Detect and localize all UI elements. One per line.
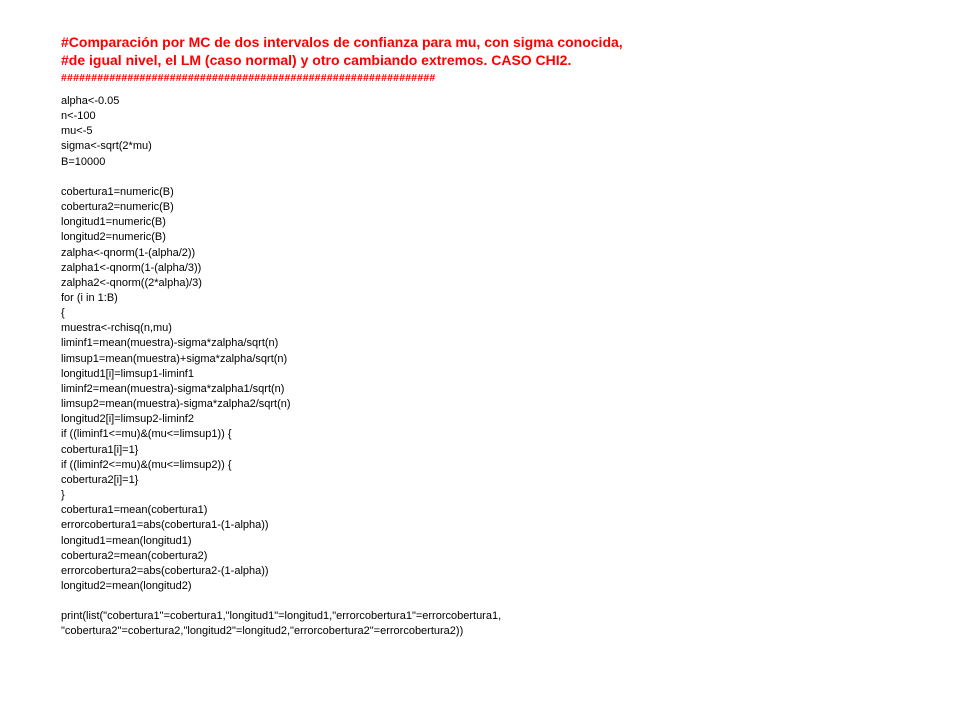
code-line: "cobertura2"=cobertura2,"longitud2"=longitud2,"errorcobertura2"=errorcobertura2)) [61,625,464,638]
code-line: mu<-5 [61,125,93,138]
code-line: for (i in 1:B) [61,292,118,305]
blank-line [61,594,941,609]
comment-heading-line: #de igual nivel, el LM (caso normal) y otro cambiando extremos. CASO CHI2. [61,52,572,68]
code-line: limsup1=mean(muestra)+sigma*zalpha/sqrt(n) [61,352,288,365]
code-line: if ((liminf1<=mu)&(mu<=limsup1)) { [61,428,232,441]
code-line: cobertura2=mean(cobertura2) [61,549,208,562]
code-line: print(list("cobertura1"=cobertura1,"longitud1"=longitud1,"errorcobertura1"=errorcobertura1, [61,610,502,623]
code-line: longitud2=mean(longitud2) [61,579,192,592]
code-line: liminf1=mean(muestra)-sigma*zalpha/sqrt(n) [61,337,279,350]
code-line: zalpha1<-qnorm(1-(alpha/3)) [61,261,202,274]
code-line: { [61,307,65,320]
code-document [61,33,941,640]
code-line: errorcobertura2=abs(cobertura2-(1-alpha)) [61,564,269,577]
code-line: cobertura1=numeric(B) [61,185,174,198]
code-line: cobertura1[i]=1} [61,443,139,456]
code-line: } [61,489,65,502]
code-line: cobertura1=mean(cobertura1) [61,504,208,517]
code-line: n<-100 [61,110,96,123]
comment-heading [61,33,941,69]
code-line: zalpha<-qnorm(1-(alpha/2)) [61,246,196,259]
code-line: alpha<-0.05 [61,95,120,107]
blank-line [61,170,941,185]
r-code-block [61,94,941,640]
code-line: longitud2=numeric(B) [61,231,166,244]
code-line: longitud1=numeric(B) [61,216,166,229]
code-line: cobertura2=numeric(B) [61,201,174,214]
code-line: longitud1[i]=limsup1-liminf1 [61,367,194,380]
code-line: limsup2=mean(muestra)-sigma*zalpha2/sqrt(n) [61,398,291,411]
comment-heading-line: #Comparación por MC de dos intervalos de confianza para mu, con sigma conocida, [61,34,623,50]
code-line: B=10000 [61,155,106,168]
code-line: longitud2[i]=limsup2-liminf2 [61,413,194,426]
code-line: errorcobertura1=abs(cobertura1-(1-alpha)) [61,519,269,532]
code-line: zalpha2<-qnorm((2*alpha)/3) [61,276,202,289]
code-line: cobertura2[i]=1} [61,473,139,486]
code-line: muestra<-rchisq(n,mu) [61,322,172,335]
code-line: sigma<-sqrt(2*mu) [61,140,152,153]
code-line: longitud1=mean(longitud1) [61,534,192,547]
comment-separator-rule: ############################################################## [61,72,436,84]
code-line: liminf2=mean(muestra)-sigma*zalpha1/sqrt(n) [61,382,285,395]
code-line: if ((liminf2<=mu)&(mu<=limsup2)) { [61,458,232,471]
